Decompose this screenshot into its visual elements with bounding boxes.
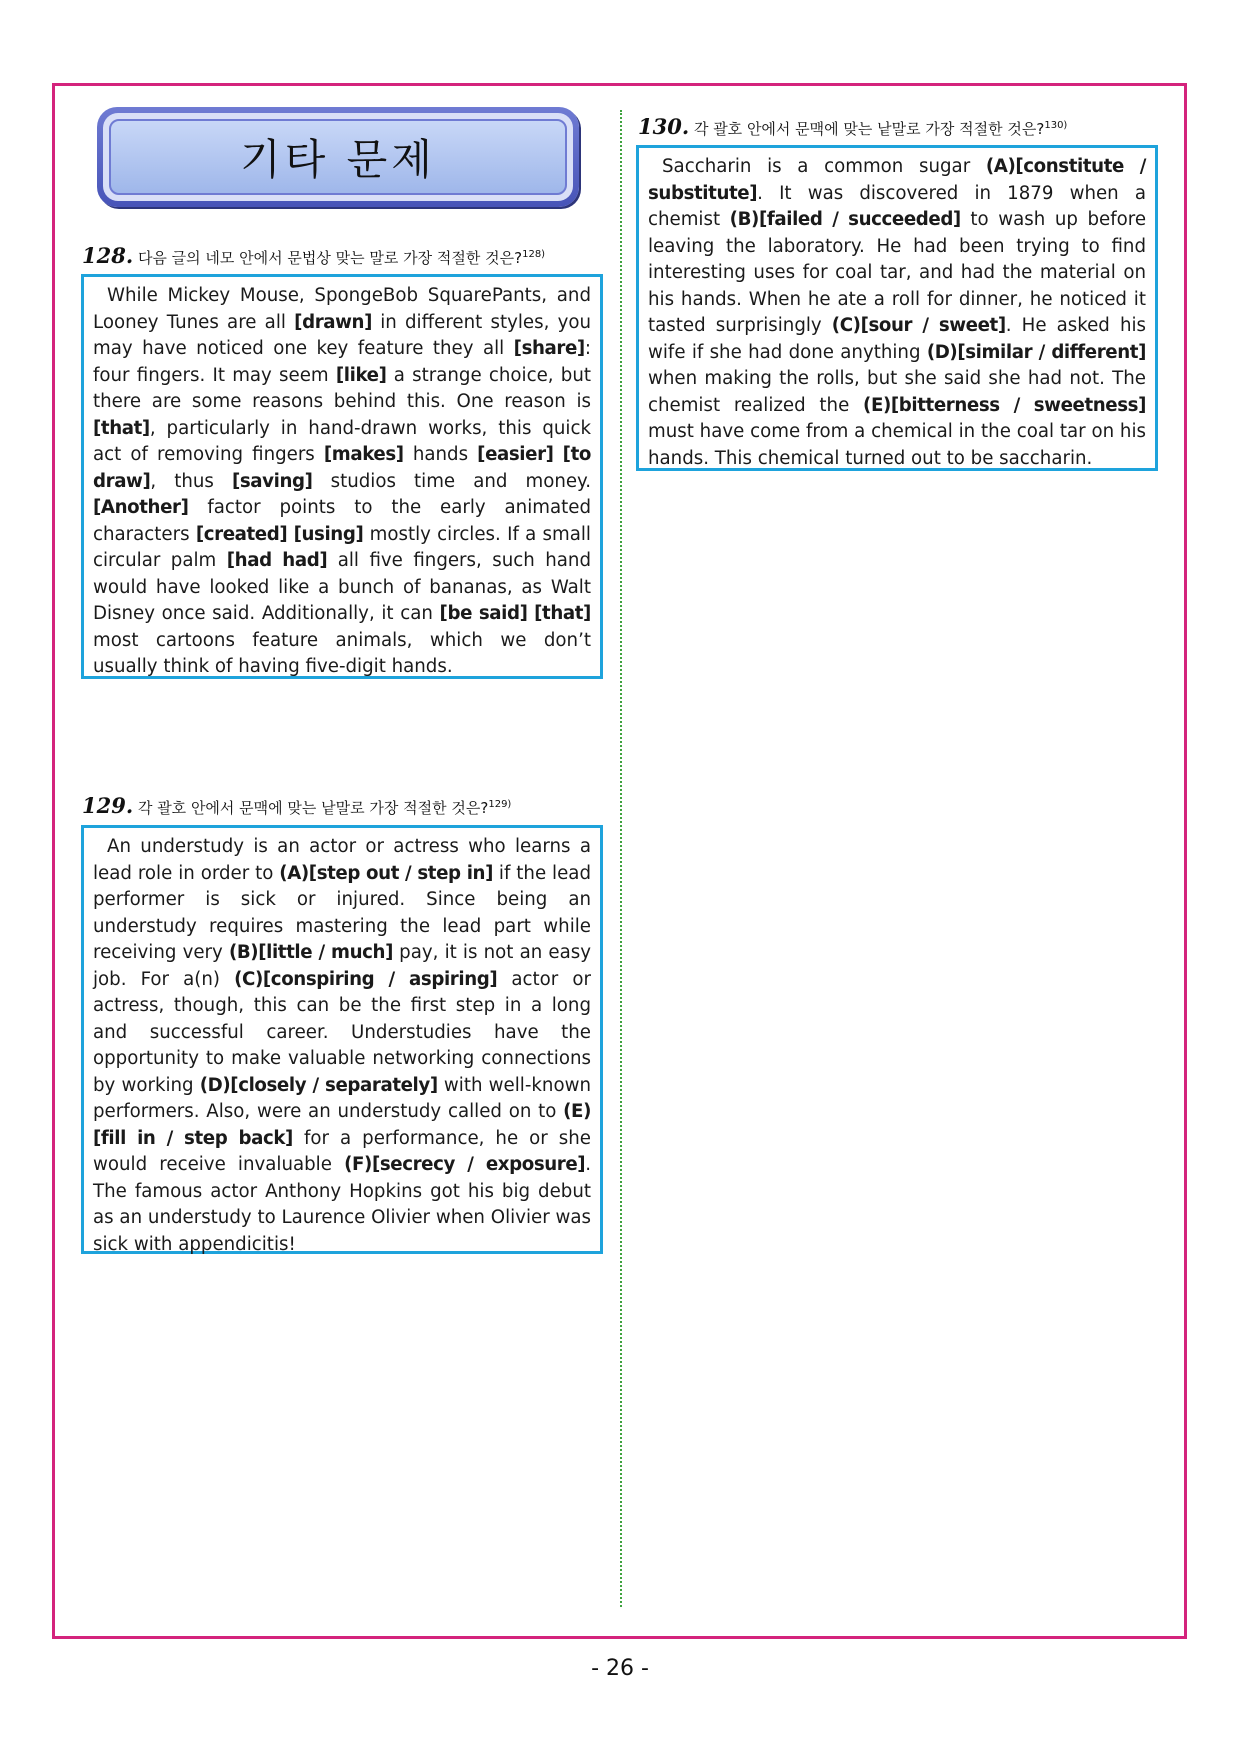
answer-choice: (E)[fill in / step back] bbox=[93, 1101, 591, 1149]
answer-choice: [using] bbox=[293, 523, 364, 545]
passage-segment: While Mickey Mouse, SpongeBob SquarePants, and Looney Tunes are all bbox=[93, 285, 591, 333]
passage-segment: must have come from a chemical in the coal tar on his hands. This chemical turned out to be saccharin. bbox=[648, 421, 1146, 469]
passage-segment: if the lead performer is sick or injured. Since being an understudy requires mastering the lead part while receiving very bbox=[93, 862, 591, 963]
question-130-header bbox=[638, 114, 1067, 139]
passage-text bbox=[648, 154, 1146, 472]
question-number: 130. bbox=[638, 114, 690, 139]
passage-segment: An understudy is an actor or actress who learns a lead role in order to bbox=[93, 836, 591, 884]
column-divider bbox=[620, 110, 622, 1607]
question-instruction: 각 괄호 안에서 문맥에 맞는 낱말로 가장 적절한 것은? bbox=[693, 120, 1045, 138]
passage-segment: with well-known performers. Also, were an understudy called on to bbox=[93, 1074, 591, 1122]
question-instruction: 각 괄호 안에서 문맥에 맞는 낱말로 가장 적절한 것은? bbox=[137, 799, 489, 817]
section-title-banner bbox=[97, 107, 579, 207]
passage-segment: to wash up before leaving the laboratory. He had been trying to find interesting uses for coal tar, and had the material on his hands. When he ate a roll for dinner, he noticed it tasted surprisingly bbox=[648, 209, 1147, 336]
passage-segment: a strange choice, but there are some reasons behind this. One reason is bbox=[93, 364, 591, 412]
page-number: - 26 - bbox=[591, 1656, 649, 1681]
answer-choice: (E)[bitterness / sweetness] bbox=[863, 394, 1146, 416]
passage-segment bbox=[554, 444, 563, 465]
passage-box-128 bbox=[81, 274, 603, 679]
answer-choice: (D)[closely / separately] bbox=[199, 1074, 438, 1096]
passage-segment: , particularly in hand-drawn works, this quick act of removing fingers bbox=[93, 417, 591, 465]
answer-choice: [Another] bbox=[93, 497, 189, 518]
answer-choice: [that] bbox=[93, 417, 150, 439]
answer-choice: (C)[sour / sweet] bbox=[831, 315, 1006, 336]
passage-segment: : four fingers. It may seem bbox=[93, 338, 591, 386]
passage-segment: . He asked his wife if she had done anything bbox=[648, 315, 1146, 363]
passage-segment: , thus bbox=[150, 470, 232, 492]
answer-choice: [makes] bbox=[323, 444, 404, 465]
question-number: 128. bbox=[82, 243, 134, 268]
passage-segment: . It was discovered in 1879 when a chemist bbox=[648, 182, 1146, 230]
passage-segment: Saccharin is a common sugar bbox=[662, 156, 986, 177]
passage-segment: studios time and money. bbox=[312, 470, 591, 492]
question-129-header bbox=[82, 793, 511, 818]
passage-segment: . The famous actor Anthony Hopkins got his big debut as an understudy to Laurence Olivier when Olivier was sick with appendicitis! bbox=[93, 1154, 592, 1255]
answer-choice: [created] bbox=[195, 523, 288, 545]
answer-choice: (B)[little / much] bbox=[228, 942, 393, 963]
answer-choice: (A)[constitute / substitute] bbox=[648, 156, 1146, 204]
footnote-ref: 129) bbox=[488, 799, 512, 810]
passage-text bbox=[93, 834, 591, 1258]
passage-segment: all five fingers, such hand would have looked like a bunch of bananas, as Walt Disney once said. Additionally, it can bbox=[93, 550, 591, 624]
answer-choice: (F)[secrecy / exposure] bbox=[344, 1154, 586, 1175]
question-number: 129. bbox=[82, 793, 134, 818]
answer-choice: [like] bbox=[335, 364, 387, 386]
answer-choice: [easier] bbox=[477, 444, 554, 465]
passage-segment: for a performance, he or she would receive invaluable bbox=[93, 1127, 591, 1175]
passage-segment: most cartoons feature animals, which we don’t usually think of having five-digit hands. bbox=[93, 629, 591, 677]
passage-segment: pay, it is not an easy job. For a(n) bbox=[93, 942, 592, 990]
answer-choice: [had had] bbox=[226, 550, 328, 571]
question-instruction: 다음 글의 네모 안에서 문법상 맞는 말로 가장 적절한 것은? bbox=[137, 249, 523, 267]
answer-choice: [saving] bbox=[231, 470, 313, 492]
answer-choice: [share] bbox=[513, 338, 585, 359]
answer-choice: [be said] bbox=[439, 603, 528, 624]
question-128-header bbox=[82, 243, 545, 268]
passage-segment: when making the rolls, but she said she had not. The chemist realized the bbox=[648, 368, 1146, 416]
passage-segment: actor or actress, though, this can be the first step in a long and successful career. Understudies have the opportunity to make valuable networking connections by working bbox=[93, 968, 591, 1096]
answer-choice: (A)[step out / step in] bbox=[279, 862, 493, 884]
section-title-banner-mid bbox=[103, 113, 573, 201]
passage-segment: mostly circles. If a small circular palm bbox=[93, 523, 591, 571]
answer-choice: (C)[conspiring / aspiring] bbox=[234, 968, 498, 990]
answer-choice: [to draw] bbox=[93, 444, 591, 492]
passage-box-129 bbox=[81, 825, 603, 1254]
passage-segment: factor points to the early animated characters bbox=[93, 497, 591, 545]
footnote-ref: 130) bbox=[1044, 120, 1068, 131]
answer-choice: [drawn] bbox=[294, 311, 372, 333]
answer-choice: (D)[similar / different] bbox=[926, 341, 1146, 363]
answer-choice: (B)[failed / succeeded] bbox=[729, 209, 961, 230]
passage-box-130 bbox=[636, 145, 1158, 471]
section-title: 기타 문제 bbox=[109, 119, 567, 195]
passage-segment: in different styles, you may have noticed one key feature they all bbox=[93, 311, 591, 359]
answer-choice: [that] bbox=[534, 603, 591, 624]
footnote-ref: 128) bbox=[522, 249, 546, 260]
passage-text bbox=[93, 283, 591, 681]
passage-segment: hands bbox=[403, 444, 478, 465]
